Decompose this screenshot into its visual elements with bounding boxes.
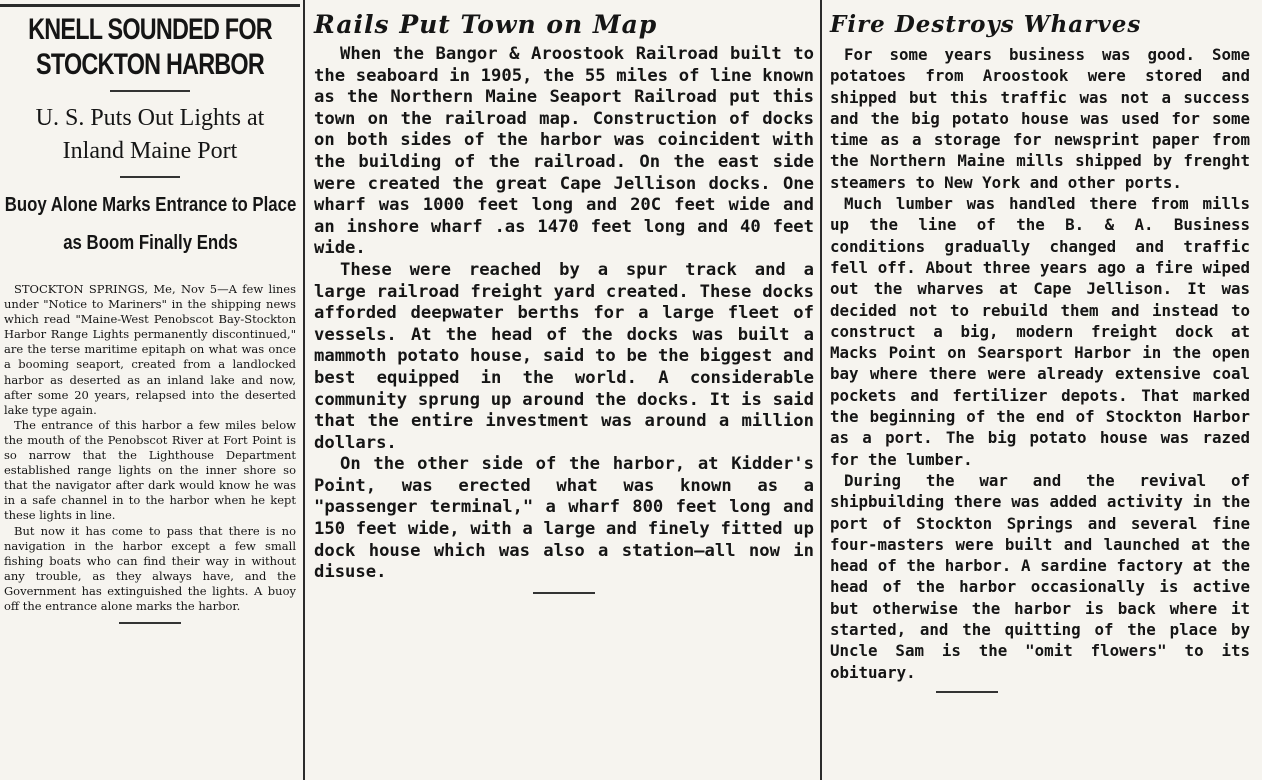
middle-paragraph: On the other side of the harbor, at Kidder's Point, was erected what was known as a "passenger terminal," a wharf 800 feet long and 150 feet wide, with a large and finely fitted up dock house which was also a station—all now in disuse.	[314, 454, 814, 583]
column-end-rule	[533, 592, 595, 594]
right-column	[826, 0, 1254, 780]
deck-headline: Buoy Alone Marks Entrance to Place as Boom Finally Ends	[4, 194, 296, 254]
middle-paragraph: These were reached by a spur track and a large railroad freight yard created. These docks afforded deepwater berths for a large fleet of vessels. At the head of the docks was built a mammoth potato house, said to be the biggest and best equipped in the world. A considerable community sprung up around the docks. It is said that the entire investment was around a million dollars.	[314, 259, 814, 453]
column-rule-1	[303, 0, 305, 780]
section-title: Rails Put Town on Map	[314, 10, 658, 39]
right-paragraph: For some years business was good. Some potatoes from Aroostook were stored and shipped but this traffic was not a success and the big potato house was used for some time as a storage for newsprint paper from the Northern Maine mills shipped by frenght steamers to New York and other ports.	[830, 45, 1250, 192]
main-headline: KNELL SOUNDED FOR STOCKTON HARBOR	[28, 13, 272, 81]
left-article	[0, 0, 300, 780]
right-column-body	[826, 44, 1254, 683]
column-end-rule	[936, 691, 998, 693]
right-paragraph: Much lumber was handled there from mills up the line of the B. & A. Business conditions gradually changed and traffic fell off. About three years ago a fire wiped out the wharves at Cape Jellison. It was decided not to rebuild them and instead to construct a big, modern freight dock at Macks Point on Searsport Harbor in the open bay where there were already extensive coal pockets and fertilizer depots. That marked the beginning of the end of Stockton Harbor as a port. The big potato house was razed for the lumber.	[830, 194, 1250, 469]
right-paragraph: During the war and the revival of shipbuilding there was added activity in the port of Stockton Springs and several fine four-masters were built and launched at the head of the harbor. A sardine factory at the head of the harbor occasionally is active but otherwise the harbor is back where it started, and the quitting of the place by Uncle Sam is the "omit flowers" to its obituary.	[830, 470, 1250, 682]
column-rule-2	[820, 0, 822, 780]
subhead-divider	[120, 176, 180, 178]
middle-column	[310, 0, 818, 780]
article-end-rule	[119, 622, 181, 624]
section-title: Fire Destroys Wharves	[830, 11, 1142, 38]
headline-divider	[110, 90, 190, 92]
left-paragraph: STOCKTON SPRINGS, Me, Nov 5—A few lines under "Notice to Mariners" in the shipping news which read "Maine-West Penobscot Bay-Stockton Harbor Range Lights permanently discontinued," are the terse maritime epitaph on what was once a booming seaport, created from a landlocked harbor as deserted as an inland lake and now, after some 20 years, relapsed into the deserted lake type again.	[4, 282, 296, 417]
subheadline: U. S. Puts Out Lights at Inland Maine Port	[35, 105, 265, 164]
left-paragraph: The entrance of this harbor a few miles below the mouth of the Penobscot River at Fort Point is so narrow that the Lighthouse Department established range lights on the inner shore so that the navigator after dark would know he was in a safe channel in to the harbor when he kept these lights in line.	[4, 417, 296, 523]
middle-column-body	[310, 44, 818, 584]
left-paragraph: But now it has come to pass that there is no navigation in the harbor except a few small fishing boats who can find their way in without any trouble, as they always have, and the Government has extinguished the lights. A buoy off the entrance alone marks the harbor.	[4, 523, 296, 613]
middle-paragraph: When the Bangor & Aroostook Railroad built to the seaboard in 1905, the 55 miles of line known as the Northern Maine Seaport Railroad put this town on the railroad map. Construction of docks on both sides of the harbor was coincident with the building of the railroad. On the east side were created the great Cape Jellison docks. One wharf was 1000 feet long and 20C feet wide and an inshore wharf .as 1470 feet long and 40 feet wide.	[314, 44, 814, 259]
left-article-body	[0, 282, 300, 614]
